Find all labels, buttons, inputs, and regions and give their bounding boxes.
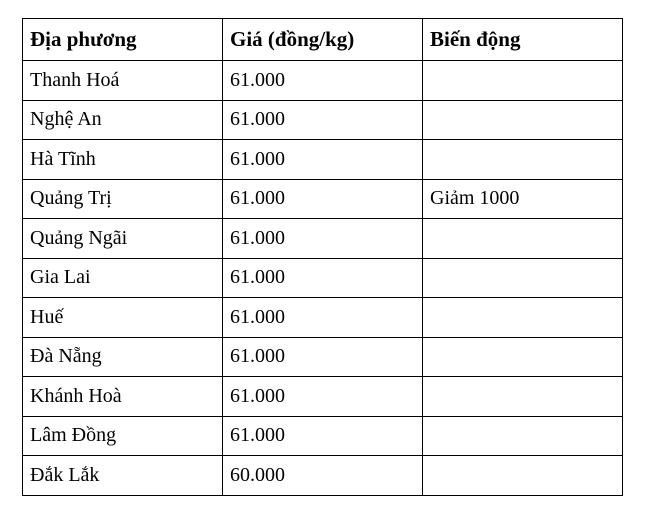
cell-location: Hà Tĩnh: [23, 140, 223, 180]
table-row: [23, 100, 623, 140]
cell-change: Giảm 1000: [423, 179, 623, 219]
cell-price: 61.000: [223, 416, 423, 456]
cell-location: Thanh Hoá: [23, 61, 223, 101]
table-row: [23, 219, 623, 259]
table-row: [23, 140, 623, 180]
table-row: [23, 337, 623, 377]
cell-location: Huế: [23, 298, 223, 338]
cell-location: Đắk Lắk: [23, 456, 223, 496]
cell-change: [423, 377, 623, 417]
table-row: [23, 456, 623, 496]
cell-location: Lâm Đồng: [23, 416, 223, 456]
table-row: [23, 258, 623, 298]
cell-price: 61.000: [223, 61, 423, 101]
cell-price: 61.000: [223, 337, 423, 377]
cell-change: [423, 100, 623, 140]
table-row: [23, 61, 623, 101]
table-row: [23, 377, 623, 417]
cell-location: Khánh Hoà: [23, 377, 223, 417]
cell-price: 61.000: [223, 377, 423, 417]
cell-location: Nghệ An: [23, 100, 223, 140]
table-row: [23, 179, 623, 219]
header-cell-location: Địa phương: [23, 19, 223, 61]
cell-location: Đà Nẵng: [23, 337, 223, 377]
cell-change: [423, 61, 623, 101]
cell-price: 61.000: [223, 219, 423, 259]
table-header-row: [23, 19, 623, 61]
cell-price: 61.000: [223, 140, 423, 180]
cell-price: 61.000: [223, 179, 423, 219]
cell-change: [423, 337, 623, 377]
cell-price: 61.000: [223, 100, 423, 140]
cell-price: 61.000: [223, 298, 423, 338]
price-table: [22, 18, 623, 496]
cell-change: [423, 140, 623, 180]
header-cell-change: Biến động: [423, 19, 623, 61]
table-row: [23, 298, 623, 338]
cell-location: Quảng Ngãi: [23, 219, 223, 259]
cell-change: [423, 258, 623, 298]
cell-change: [423, 298, 623, 338]
table-row: [23, 416, 623, 456]
cell-change: [423, 219, 623, 259]
cell-price: 61.000: [223, 258, 423, 298]
cell-price: 60.000: [223, 456, 423, 496]
cell-location: Quảng Trị: [23, 179, 223, 219]
header-cell-price: Giá (đồng/kg): [223, 19, 423, 61]
cell-location: Gia Lai: [23, 258, 223, 298]
cell-change: [423, 416, 623, 456]
cell-change: [423, 456, 623, 496]
